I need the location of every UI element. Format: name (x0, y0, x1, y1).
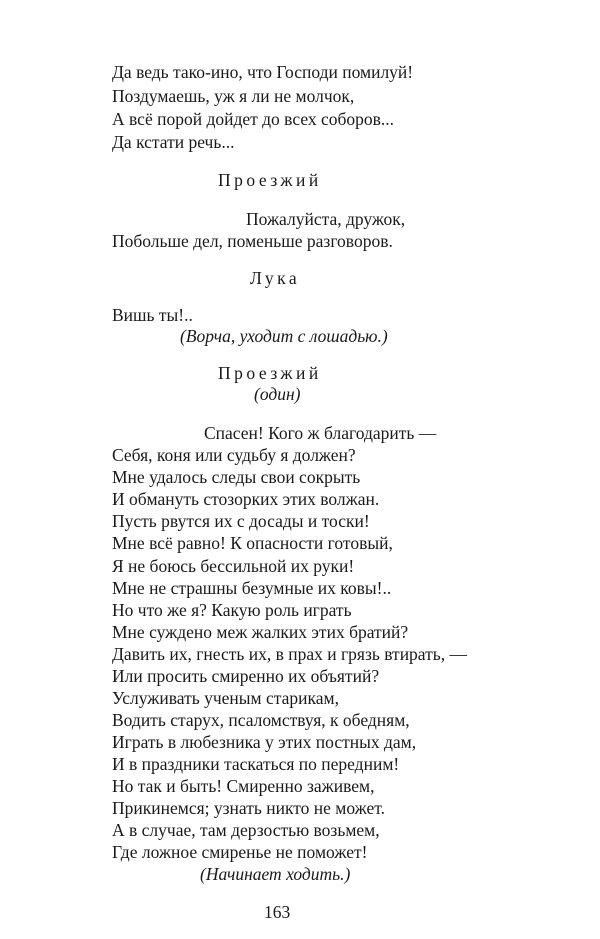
verse-line: Спасен! Кого ж благодарить — (204, 423, 437, 443)
verse-line: А всё порой дойдет до всех соборов... (112, 109, 395, 129)
verse-line: Играть в любезника у этих постных дам, (112, 732, 417, 752)
page-number: 163 (264, 902, 291, 922)
verse-line: Пусть рвутся их с досады и тоски! (112, 511, 370, 531)
stage-direction: (один) (254, 384, 301, 404)
verse-line: И в праздники таскаться по передним! (112, 754, 400, 774)
verse-line: Давить их, гнесть их, в прах и грязь втирать, — (112, 644, 467, 664)
verse-line: Вишь ты!.. (112, 305, 193, 325)
verse-line: Мне суждено меж жалких этих братий? (112, 622, 409, 642)
verse-line: Мне не страшны безумные их ковы!.. (112, 578, 392, 598)
verse-line: Водить старух, псаломствуя, к обедням, (112, 710, 410, 730)
verse-line: Мне удалось следы свои сокрыть (112, 467, 361, 487)
verse-line: Услуживать ученым старикам, (112, 688, 339, 708)
stage-direction: (Начинает ходить.) (200, 864, 351, 884)
verse-line: Пожалуйста, дружок, (246, 209, 406, 229)
speaker-name: Проезжий (218, 363, 322, 383)
verse-line: Себя, коня или судьбу я должен? (112, 445, 356, 465)
verse-line: А в случае, там дерзостью возьмем, (112, 820, 380, 840)
verse-line: Побольше дел, поменьше разговоров. (112, 231, 393, 251)
speaker-name: Проезжий (218, 170, 322, 190)
verse-line: Но так и быть! Смиренно заживем, (112, 776, 375, 796)
stage-direction: (Ворча, уходит с лошадью.) (180, 326, 388, 346)
verse-line: Мне всё равно! К опасности готовый, (112, 533, 393, 553)
verse-line: Или просить смиренно их объятий? (112, 666, 380, 686)
verse-line: Где ложное смиренье не поможет! (112, 842, 368, 862)
speaker-name: Лука (250, 268, 301, 288)
verse-line: Но что же я? Какую роль играть (112, 600, 352, 620)
verse-line: И обмануть стозорких этих волжан. (112, 489, 380, 509)
verse-line: Да ведь тако-ино, что Господи помилуй! (112, 62, 414, 82)
verse-line: Прикинемся; узнать никто не может. (112, 798, 386, 818)
verse-line: Я не боюсь бессильной их руки! (112, 556, 355, 576)
verse-line: Да кстати речь... (112, 132, 235, 152)
verse-line: Поздумаешь, уж я ли не молчок, (112, 86, 355, 106)
